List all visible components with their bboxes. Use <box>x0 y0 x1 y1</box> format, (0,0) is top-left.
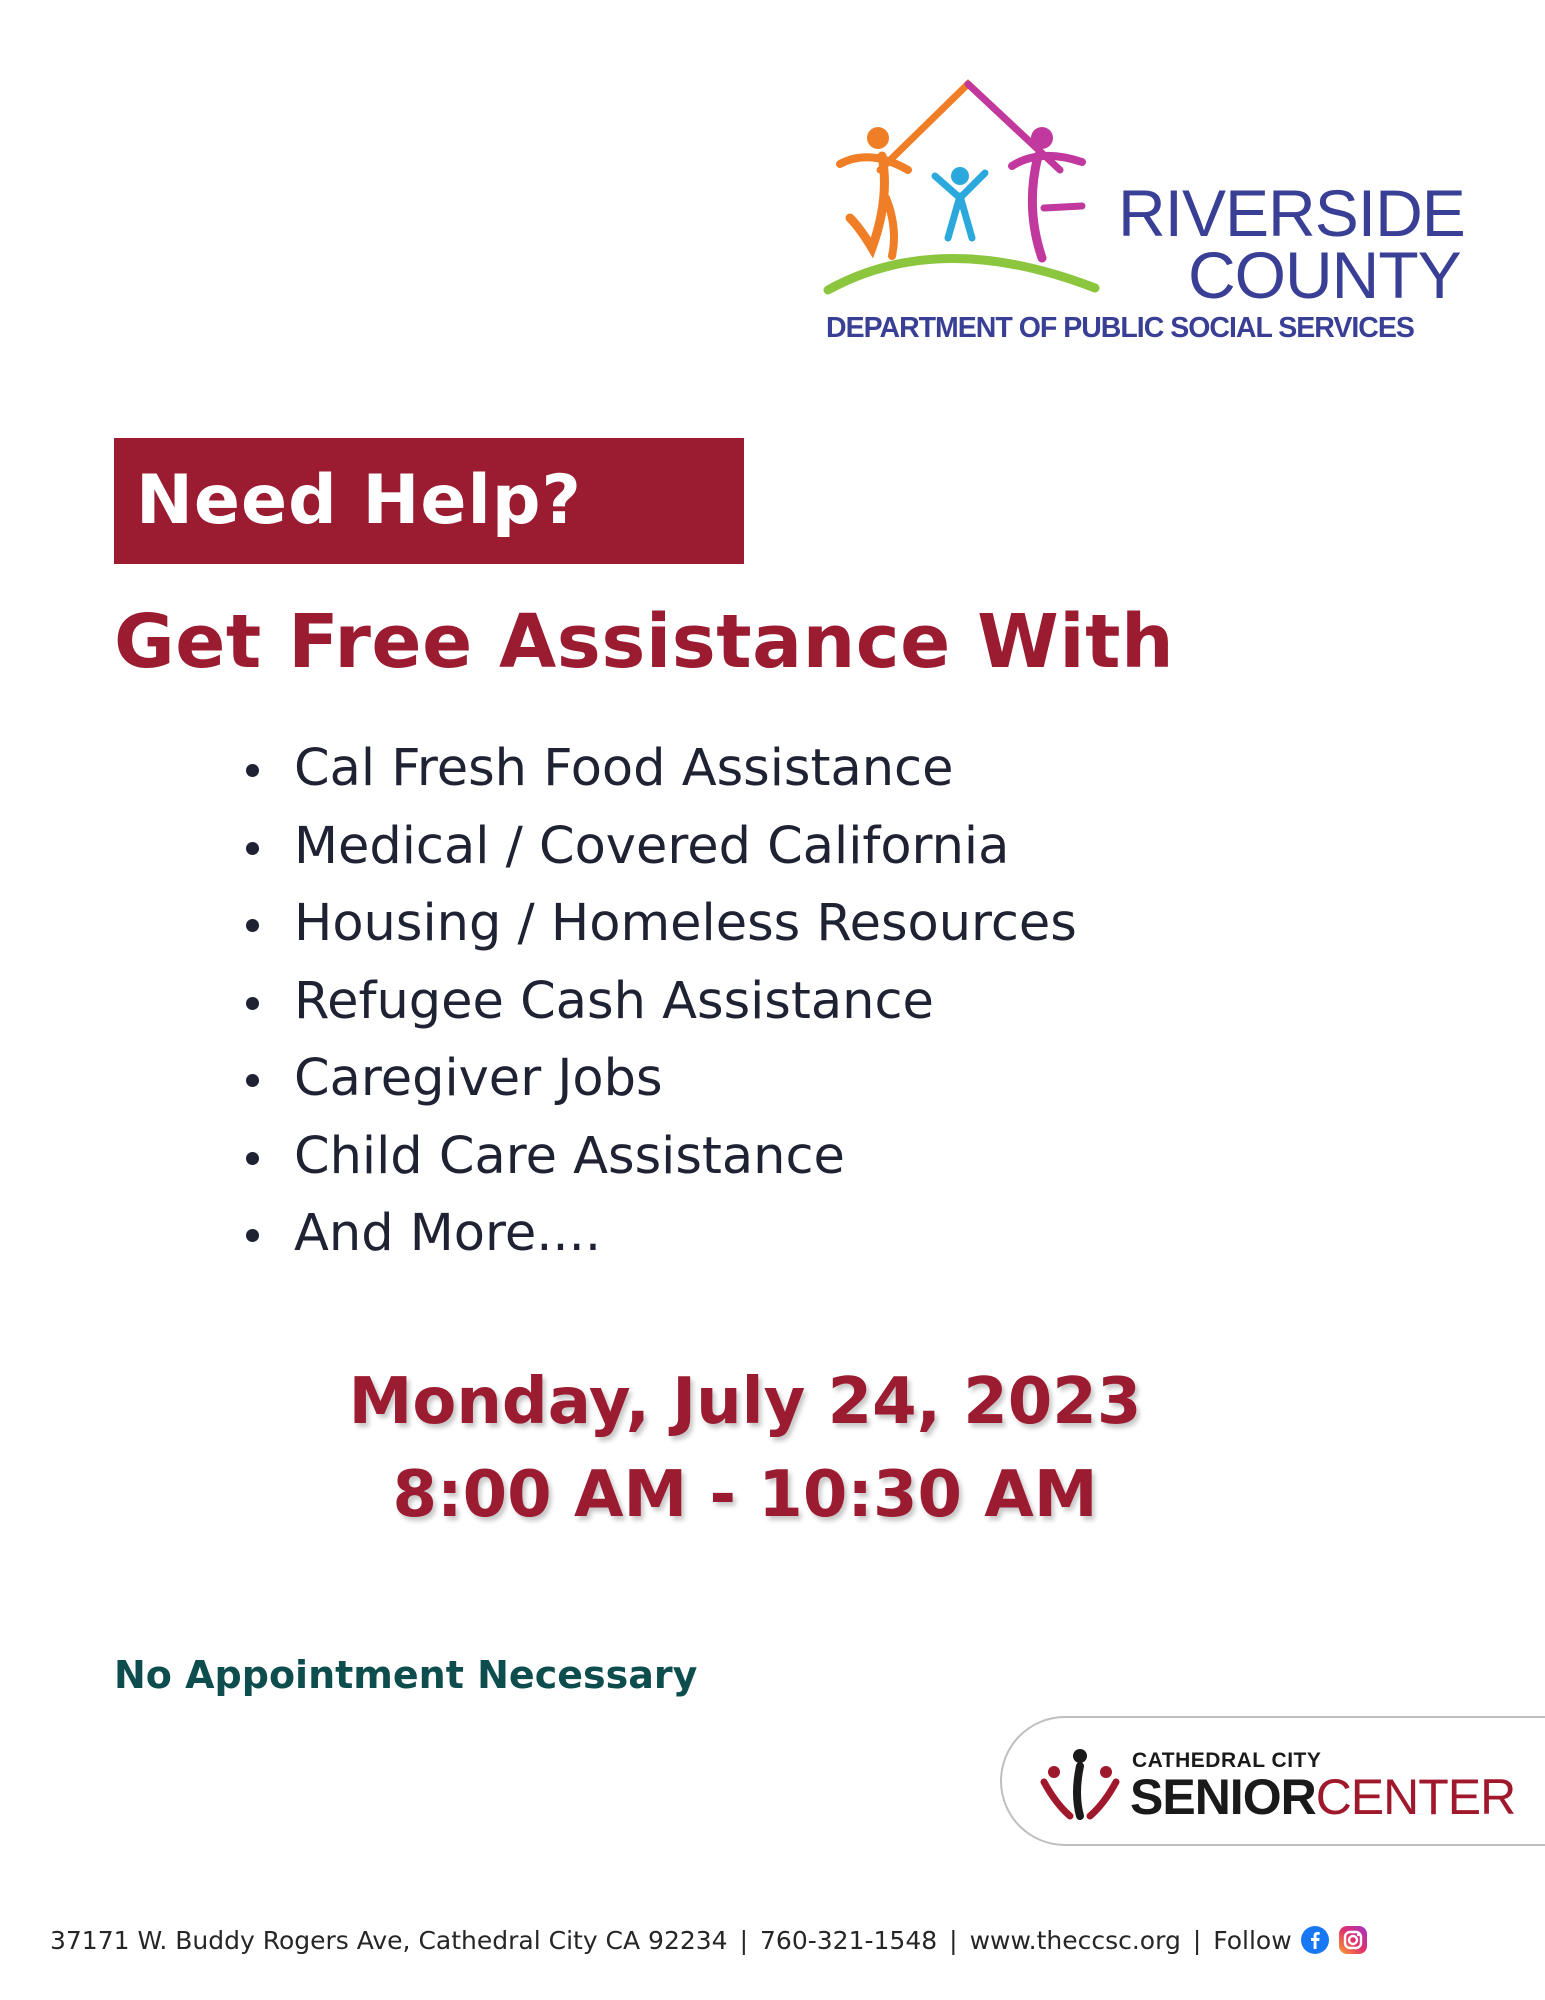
list-item: Refugee Cash Assistance <box>230 963 1077 1041</box>
services-list <box>230 730 1077 1273</box>
senior-center-logo <box>1000 1716 1545 1846</box>
logo-riverside: RIVERSIDE <box>1118 176 1465 250</box>
family-house-icon <box>820 78 1120 308</box>
footer-separator: | <box>949 1925 958 1955</box>
list-item: And More.... <box>230 1195 1077 1273</box>
list-item: Cal Fresh Food Assistance <box>230 730 1077 808</box>
event-date: Monday, July 24, 2023 <box>348 1365 1142 1439</box>
no-appointment-note: No Appointment Necessary <box>114 1653 698 1697</box>
senior-word: SENIOR <box>1130 1769 1316 1825</box>
logo-county: COUNTY <box>1188 238 1461 312</box>
senior-center-icon <box>1040 1746 1120 1820</box>
center-word: CENTER <box>1315 1769 1516 1825</box>
footer-separator: | <box>1192 1925 1202 1955</box>
footer <box>50 1925 1368 1955</box>
list-item: Medical / Covered California <box>230 808 1077 886</box>
footer-website[interactable]: www.theccsc.org <box>969 1925 1181 1955</box>
footer-separator: | <box>739 1925 749 1955</box>
list-item: Child Care Assistance <box>230 1118 1077 1196</box>
list-item: Caregiver Jobs <box>230 1040 1077 1118</box>
list-item: Housing / Homeless Resources <box>230 885 1077 963</box>
logo-department: DEPARTMENT OF PUBLIC SOCIAL SERVICES <box>826 312 1414 344</box>
assistance-heading: Get Free Assistance With <box>114 599 1175 685</box>
footer-phone: 760-321-1548 <box>760 1925 938 1955</box>
footer-follow: Follow <box>1213 1925 1292 1955</box>
senior-center-city: CATHEDRAL CITY <box>1132 1749 1322 1772</box>
instagram-icon[interactable] <box>1338 1925 1368 1955</box>
need-help-banner: Need Help? <box>114 438 744 564</box>
riverside-county-logo <box>820 78 1480 348</box>
event-time: 8:00 AM - 10:30 AM <box>392 1458 1098 1532</box>
senior-center-name <box>1130 1769 1516 1825</box>
facebook-icon[interactable] <box>1300 1925 1330 1955</box>
footer-address: 37171 W. Buddy Rogers Ave, Cathedral City CA 92234 <box>50 1925 728 1955</box>
